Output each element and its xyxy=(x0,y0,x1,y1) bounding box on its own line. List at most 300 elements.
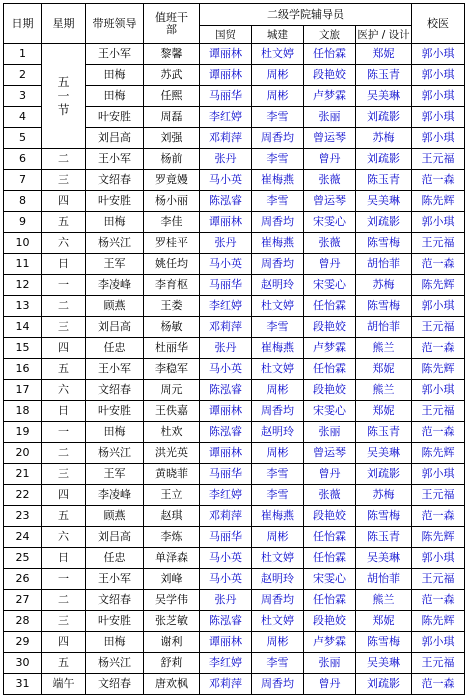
counselor-guomao-cell: 张丹 xyxy=(200,338,252,359)
counselor-chengjian-cell: 周香均 xyxy=(252,212,304,233)
counselor-wenlv-cell: 张丽 xyxy=(304,422,356,443)
counselor-chengjian-cell: 李雪 xyxy=(252,464,304,485)
cadre-cell: 李稳军 xyxy=(144,359,200,380)
weekday-cell: 六 xyxy=(42,380,86,401)
doctor-cell: 郭小琪 xyxy=(412,65,465,86)
date-cell: 20 xyxy=(4,443,42,464)
weekday-cell: 五 xyxy=(42,359,86,380)
counselor-guomao-cell: 谭丽林 xyxy=(200,632,252,653)
date-cell: 15 xyxy=(4,338,42,359)
counselor-wenlv-cell: 段艳姣 xyxy=(304,506,356,527)
weekday-cell: 六 xyxy=(42,527,86,548)
cadre-cell: 杨小丽 xyxy=(144,191,200,212)
counselor-wenlv-cell: 段艳姣 xyxy=(304,380,356,401)
counselor-yihu-cell: 熊兰 xyxy=(356,338,412,359)
leader-cell: 李凌峰 xyxy=(86,485,144,506)
table-row xyxy=(4,548,465,569)
doctor-cell: 郭小琪 xyxy=(412,380,465,401)
doctor-cell: 范一森 xyxy=(412,338,465,359)
doctor-cell: 郭小琪 xyxy=(412,296,465,317)
cadre-cell: 周磊 xyxy=(144,107,200,128)
counselor-wenlv-cell: 张薇 xyxy=(304,170,356,191)
counselor-chengjian-cell: 崔梅燕 xyxy=(252,170,304,191)
table-row xyxy=(4,611,465,632)
date-cell: 28 xyxy=(4,611,42,632)
date-cell: 30 xyxy=(4,653,42,674)
doctor-cell: 陈先辉 xyxy=(412,359,465,380)
leader-cell: 刘吕高 xyxy=(86,527,144,548)
counselor-guomao-cell: 李红婷 xyxy=(200,653,252,674)
counselor-yihu-cell: 陈玉青 xyxy=(356,422,412,443)
cadre-cell: 苏武 xyxy=(144,65,200,86)
table-row xyxy=(4,212,465,233)
date-cell: 18 xyxy=(4,401,42,422)
weekday-cell: 六 xyxy=(42,233,86,254)
cadre-cell: 刘强 xyxy=(144,128,200,149)
doctor-cell: 王元福 xyxy=(412,233,465,254)
weekday-cell: 二 xyxy=(42,149,86,170)
doctor-cell: 郭小琪 xyxy=(412,44,465,65)
date-cell: 11 xyxy=(4,254,42,275)
cadre-cell: 李育枢 xyxy=(144,275,200,296)
table-row xyxy=(4,233,465,254)
counselor-yihu-cell: 刘疏影 xyxy=(356,107,412,128)
table-row xyxy=(4,422,465,443)
counselor-guomao-cell: 马丽华 xyxy=(200,275,252,296)
cadre-cell: 杨前 xyxy=(144,149,200,170)
cadre-cell: 赵琪 xyxy=(144,506,200,527)
counselor-wenlv-cell: 曾运琴 xyxy=(304,191,356,212)
counselor-guomao-cell: 马小英 xyxy=(200,170,252,191)
counselor-wenlv-cell: 段艳姣 xyxy=(304,317,356,338)
cadre-header: 值班干部 xyxy=(144,4,200,44)
date-cell: 16 xyxy=(4,359,42,380)
counselor-guomao-cell: 马小英 xyxy=(200,569,252,590)
counselor-chengjian-cell: 崔梅燕 xyxy=(252,506,304,527)
counselor-wenlv-cell: 卢梦霖 xyxy=(304,632,356,653)
date-cell: 14 xyxy=(4,317,42,338)
counselor-wenlv-cell: 宋雯心 xyxy=(304,401,356,422)
college-header-guomao: 国贸 xyxy=(200,26,252,44)
date-cell: 27 xyxy=(4,590,42,611)
cadre-cell: 周元 xyxy=(144,380,200,401)
leader-cell: 田梅 xyxy=(86,632,144,653)
counselor-guomao-cell: 李红婷 xyxy=(200,296,252,317)
cadre-cell: 李炼 xyxy=(144,527,200,548)
leader-cell: 王小军 xyxy=(86,44,144,65)
weekday-cell: 五 xyxy=(42,212,86,233)
doctor-cell: 郭小琪 xyxy=(412,464,465,485)
leader-cell: 文绍春 xyxy=(86,170,144,191)
counselor-guomao-cell: 陈泓睿 xyxy=(200,611,252,632)
counselor-guomao-cell: 陈泓睿 xyxy=(200,191,252,212)
counselor-wenlv-cell: 宋雯心 xyxy=(304,275,356,296)
doctor-cell: 范一森 xyxy=(412,506,465,527)
leader-cell: 田梅 xyxy=(86,422,144,443)
counselor-yihu-cell: 苏梅 xyxy=(356,275,412,296)
counselor-wenlv-cell: 张丽 xyxy=(304,107,356,128)
counselor-yihu-cell: 陈雪梅 xyxy=(356,296,412,317)
date-cell: 1 xyxy=(4,44,42,65)
counselor-wenlv-cell: 段艳姣 xyxy=(304,65,356,86)
counselor-yihu-cell: 胡怡菲 xyxy=(356,254,412,275)
counselor-chengjian-cell: 李雪 xyxy=(252,485,304,506)
counselor-guomao-cell: 邓莉萍 xyxy=(200,128,252,149)
cadre-cell: 舒莉 xyxy=(144,653,200,674)
leader-cell: 王小军 xyxy=(86,569,144,590)
counselor-guomao-cell: 张丹 xyxy=(200,590,252,611)
counselor-guomao-cell: 马小英 xyxy=(200,254,252,275)
date-cell: 3 xyxy=(4,86,42,107)
counselor-yihu-cell: 陈玉青 xyxy=(356,527,412,548)
date-cell: 2 xyxy=(4,65,42,86)
counselor-yihu-cell: 刘疏影 xyxy=(356,149,412,170)
doctor-cell: 郭小琪 xyxy=(412,632,465,653)
college-header-chengjian: 城建 xyxy=(252,26,304,44)
date-cell: 7 xyxy=(4,170,42,191)
counselor-yihu-cell: 郑妮 xyxy=(356,44,412,65)
weekday-cell: 四 xyxy=(42,338,86,359)
counselor-wenlv-cell: 张丽 xyxy=(304,653,356,674)
leader-cell: 叶安胜 xyxy=(86,611,144,632)
counselor-chengjian-cell: 李雪 xyxy=(252,107,304,128)
cadre-cell: 王佚嘉 xyxy=(144,401,200,422)
counselor-chengjian-cell: 周香均 xyxy=(252,674,304,695)
counselor-guomao-cell: 李红婷 xyxy=(200,107,252,128)
table-row xyxy=(4,527,465,548)
leader-cell: 田梅 xyxy=(86,86,144,107)
cadre-cell: 罗桂平 xyxy=(144,233,200,254)
cadre-cell: 任熙 xyxy=(144,86,200,107)
leader-cell: 顾燕 xyxy=(86,296,144,317)
doctor-cell: 陈先辉 xyxy=(412,275,465,296)
cadre-cell: 黎馨 xyxy=(144,44,200,65)
date-cell: 9 xyxy=(4,212,42,233)
counselor-chengjian-cell: 杜文婷 xyxy=(252,296,304,317)
date-cell: 22 xyxy=(4,485,42,506)
date-cell: 26 xyxy=(4,569,42,590)
cadre-cell: 黄晓菲 xyxy=(144,464,200,485)
date-cell: 31 xyxy=(4,674,42,695)
counselor-chengjian-cell: 周彬 xyxy=(252,443,304,464)
doctor-cell: 王元福 xyxy=(412,569,465,590)
cadre-cell: 杜丽华 xyxy=(144,338,200,359)
doctor-cell: 郭小琪 xyxy=(412,548,465,569)
cadre-cell: 杜欢 xyxy=(144,422,200,443)
counselor-chengjian-cell: 杜文婷 xyxy=(252,548,304,569)
leader-cell: 文绍春 xyxy=(86,590,144,611)
weekday-header: 星期 xyxy=(42,4,86,44)
weekday-cell: 一 xyxy=(42,569,86,590)
counselor-guomao-cell: 马丽华 xyxy=(200,527,252,548)
table-row xyxy=(4,485,465,506)
counselor-yihu-cell: 熊兰 xyxy=(356,380,412,401)
leader-cell: 王小军 xyxy=(86,149,144,170)
counselor-chengjian-cell: 周彬 xyxy=(252,86,304,107)
weekday-cell: 端午 xyxy=(42,674,86,695)
table-row xyxy=(4,590,465,611)
weekday-cell: 一 xyxy=(42,422,86,443)
counselor-yihu-cell: 郑妮 xyxy=(356,611,412,632)
leader-cell: 王军 xyxy=(86,254,144,275)
counselor-yihu-cell: 苏梅 xyxy=(356,485,412,506)
counselor-chengjian-cell: 崔梅燕 xyxy=(252,338,304,359)
doctor-cell: 陈先辉 xyxy=(412,611,465,632)
date-cell: 6 xyxy=(4,149,42,170)
date-cell: 4 xyxy=(4,107,42,128)
counselor-yihu-cell: 陈雪梅 xyxy=(356,233,412,254)
cadre-cell: 杨敏 xyxy=(144,317,200,338)
table-row xyxy=(4,569,465,590)
table-row xyxy=(4,401,465,422)
doctor-cell: 郭小琪 xyxy=(412,212,465,233)
counselor-wenlv-cell: 任怡霖 xyxy=(304,527,356,548)
counselor-wenlv-cell: 卢梦霖 xyxy=(304,86,356,107)
counselor-yihu-cell: 郑妮 xyxy=(356,401,412,422)
date-cell: 10 xyxy=(4,233,42,254)
doctor-cell: 范一森 xyxy=(412,254,465,275)
counselor-chengjian-cell: 李雪 xyxy=(252,191,304,212)
cadre-cell: 唐欢枫 xyxy=(144,674,200,695)
table-row xyxy=(4,338,465,359)
counselor-wenlv-cell: 任怡霖 xyxy=(304,548,356,569)
leader-cell: 文绍春 xyxy=(86,380,144,401)
date-header: 日期 xyxy=(4,4,42,44)
table-row xyxy=(4,149,465,170)
date-cell: 21 xyxy=(4,464,42,485)
group-header: 二级学院辅导员 xyxy=(200,4,412,26)
counselor-wenlv-cell: 曾丹 xyxy=(304,674,356,695)
table-row xyxy=(4,464,465,485)
weekday-cell: 五 xyxy=(42,653,86,674)
counselor-guomao-cell: 谭丽林 xyxy=(200,401,252,422)
counselor-guomao-cell: 谭丽林 xyxy=(200,65,252,86)
date-cell: 13 xyxy=(4,296,42,317)
counselor-chengjian-cell: 周彬 xyxy=(252,65,304,86)
leader-header: 带班领导 xyxy=(86,4,144,44)
leader-cell: 叶安胜 xyxy=(86,401,144,422)
counselor-wenlv-cell: 曾丹 xyxy=(304,464,356,485)
leader-cell: 王军 xyxy=(86,464,144,485)
doctor-cell: 陈先辉 xyxy=(412,443,465,464)
counselor-yihu-cell: 熊兰 xyxy=(356,590,412,611)
table-row xyxy=(4,317,465,338)
counselor-yihu-cell: 吴美琳 xyxy=(356,191,412,212)
counselor-yihu-cell: 陈玉青 xyxy=(356,65,412,86)
weekday-cell: 四 xyxy=(42,632,86,653)
leader-cell: 文绍春 xyxy=(86,674,144,695)
weekday-cell: 二 xyxy=(42,443,86,464)
header-row xyxy=(4,4,465,26)
counselor-yihu-cell: 刘疏影 xyxy=(356,464,412,485)
counselor-wenlv-cell: 曾丹 xyxy=(304,149,356,170)
leader-cell: 杨兴江 xyxy=(86,233,144,254)
table-row xyxy=(4,44,465,65)
date-cell: 17 xyxy=(4,380,42,401)
counselor-guomao-cell: 张丹 xyxy=(200,149,252,170)
counselor-chengjian-cell: 周香均 xyxy=(252,128,304,149)
leader-cell: 田梅 xyxy=(86,212,144,233)
weekday-cell: 四 xyxy=(42,485,86,506)
cadre-cell: 刘峰 xyxy=(144,569,200,590)
date-cell: 19 xyxy=(4,422,42,443)
duty-roster-table xyxy=(3,3,465,695)
leader-cell: 刘吕高 xyxy=(86,128,144,149)
doctor-cell: 陈先辉 xyxy=(412,527,465,548)
cadre-cell: 单泽森 xyxy=(144,548,200,569)
leader-cell: 李凌峰 xyxy=(86,275,144,296)
cadre-cell: 吴学伟 xyxy=(144,590,200,611)
table-row xyxy=(4,443,465,464)
counselor-guomao-cell: 张丹 xyxy=(200,233,252,254)
counselor-wenlv-cell: 任怡霖 xyxy=(304,359,356,380)
cadre-cell: 张芝敏 xyxy=(144,611,200,632)
counselor-yihu-cell: 陈雪梅 xyxy=(356,632,412,653)
weekday-cell: 日 xyxy=(42,401,86,422)
counselor-chengjian-cell: 周香均 xyxy=(252,401,304,422)
counselor-chengjian-cell: 周香均 xyxy=(252,254,304,275)
counselor-guomao-cell: 邓莉萍 xyxy=(200,674,252,695)
counselor-chengjian-cell: 周彬 xyxy=(252,632,304,653)
leader-cell: 顾燕 xyxy=(86,506,144,527)
counselor-yihu-cell: 胡怡菲 xyxy=(356,569,412,590)
date-cell: 29 xyxy=(4,632,42,653)
counselor-wenlv-cell: 段艳姣 xyxy=(304,611,356,632)
counselor-wenlv-cell: 宋雯心 xyxy=(304,569,356,590)
counselor-yihu-cell: 刘疏影 xyxy=(356,674,412,695)
leader-cell: 田梅 xyxy=(86,65,144,86)
weekday-cell: 三 xyxy=(42,464,86,485)
table-row xyxy=(4,296,465,317)
date-cell: 23 xyxy=(4,506,42,527)
counselor-chengjian-cell: 杜文婷 xyxy=(252,44,304,65)
doctor-cell: 王元福 xyxy=(412,149,465,170)
table-row xyxy=(4,380,465,401)
date-cell: 24 xyxy=(4,527,42,548)
weekday-cell: 五 xyxy=(42,506,86,527)
cadre-cell: 王立 xyxy=(144,485,200,506)
roster-body xyxy=(4,44,465,695)
date-cell: 5 xyxy=(4,128,42,149)
date-cell: 12 xyxy=(4,275,42,296)
counselor-chengjian-cell: 杜文婷 xyxy=(252,611,304,632)
doctor-cell: 王元福 xyxy=(412,401,465,422)
doctor-cell: 郭小琪 xyxy=(412,107,465,128)
doctor-cell: 王元福 xyxy=(412,317,465,338)
table-row xyxy=(4,653,465,674)
weekday-cell: 四 xyxy=(42,191,86,212)
counselor-yihu-cell: 陈雪梅 xyxy=(356,506,412,527)
counselor-yihu-cell: 陈玉青 xyxy=(356,170,412,191)
date-cell: 8 xyxy=(4,191,42,212)
counselor-chengjian-cell: 李雪 xyxy=(252,653,304,674)
counselor-wenlv-cell: 张薇 xyxy=(304,233,356,254)
table-row xyxy=(4,674,465,695)
counselor-guomao-cell: 陈泓睿 xyxy=(200,422,252,443)
counselor-chengjian-cell: 周香均 xyxy=(252,590,304,611)
leader-cell: 叶安胜 xyxy=(86,107,144,128)
doctor-cell: 范一森 xyxy=(412,170,465,191)
festival-label-cell: 五 一 节 xyxy=(42,44,86,149)
counselor-guomao-cell: 谭丽林 xyxy=(200,212,252,233)
counselor-guomao-cell: 李红婷 xyxy=(200,485,252,506)
counselor-guomao-cell: 谭丽林 xyxy=(200,443,252,464)
counselor-chengjian-cell: 周彬 xyxy=(252,527,304,548)
counselor-wenlv-cell: 宋雯心 xyxy=(304,212,356,233)
doctor-cell: 范一森 xyxy=(412,422,465,443)
weekday-cell: 三 xyxy=(42,317,86,338)
cadre-cell: 李佳 xyxy=(144,212,200,233)
leader-cell: 任忠 xyxy=(86,338,144,359)
college-header-yihu: 医护 / 设计 xyxy=(356,26,412,44)
cadre-cell: 谢利 xyxy=(144,632,200,653)
table-row xyxy=(4,254,465,275)
leader-cell: 叶安胜 xyxy=(86,191,144,212)
doctor-header: 校医 xyxy=(412,4,465,44)
leader-cell: 杨兴江 xyxy=(86,443,144,464)
counselor-guomao-cell: 马小英 xyxy=(200,359,252,380)
counselor-guomao-cell: 邓莉萍 xyxy=(200,317,252,338)
counselor-guomao-cell: 马小英 xyxy=(200,548,252,569)
counselor-yihu-cell: 吴美琳 xyxy=(356,443,412,464)
cadre-cell: 罗竟嫚 xyxy=(144,170,200,191)
date-cell: 25 xyxy=(4,548,42,569)
leader-cell: 任忠 xyxy=(86,548,144,569)
table-row xyxy=(4,170,465,191)
weekday-cell: 三 xyxy=(42,170,86,191)
counselor-wenlv-cell: 任怡霖 xyxy=(304,296,356,317)
counselor-wenlv-cell: 曾丹 xyxy=(304,254,356,275)
cadre-cell: 姚任均 xyxy=(144,254,200,275)
counselor-chengjian-cell: 杜文婷 xyxy=(252,359,304,380)
weekday-cell: 二 xyxy=(42,590,86,611)
doctor-cell: 范一森 xyxy=(412,590,465,611)
counselor-chengjian-cell: 赵明玲 xyxy=(252,569,304,590)
weekday-cell: 日 xyxy=(42,254,86,275)
counselor-chengjian-cell: 崔梅燕 xyxy=(252,233,304,254)
counselor-chengjian-cell: 李雪 xyxy=(252,317,304,338)
counselor-chengjian-cell: 赵明玲 xyxy=(252,422,304,443)
doctor-cell: 王元福 xyxy=(412,653,465,674)
doctor-cell: 郭小琪 xyxy=(412,128,465,149)
doctor-cell: 范一森 xyxy=(412,674,465,695)
table-row xyxy=(4,359,465,380)
counselor-yihu-cell: 吴美琳 xyxy=(356,548,412,569)
weekday-cell: 日 xyxy=(42,548,86,569)
cadre-cell: 洪光英 xyxy=(144,443,200,464)
weekday-cell: 三 xyxy=(42,611,86,632)
counselor-yihu-cell: 刘疏影 xyxy=(356,212,412,233)
table-row xyxy=(4,506,465,527)
table-row xyxy=(4,191,465,212)
doctor-cell: 王元福 xyxy=(412,485,465,506)
counselor-guomao-cell: 陈泓睿 xyxy=(200,380,252,401)
leader-cell: 刘吕高 xyxy=(86,317,144,338)
counselor-guomao-cell: 邓莉萍 xyxy=(200,506,252,527)
counselor-chengjian-cell: 赵明玲 xyxy=(252,275,304,296)
counselor-wenlv-cell: 张薇 xyxy=(304,485,356,506)
leader-cell: 杨兴江 xyxy=(86,653,144,674)
counselor-guomao-cell: 马丽华 xyxy=(200,464,252,485)
counselor-chengjian-cell: 周彬 xyxy=(252,380,304,401)
cadre-cell: 王娄 xyxy=(144,296,200,317)
counselor-yihu-cell: 苏梅 xyxy=(356,128,412,149)
college-header-wenlv: 文旅 xyxy=(304,26,356,44)
doctor-cell: 郭小琪 xyxy=(412,86,465,107)
counselor-yihu-cell: 胡怡菲 xyxy=(356,317,412,338)
weekday-cell: 一 xyxy=(42,275,86,296)
counselor-wenlv-cell: 卢梦霖 xyxy=(304,338,356,359)
